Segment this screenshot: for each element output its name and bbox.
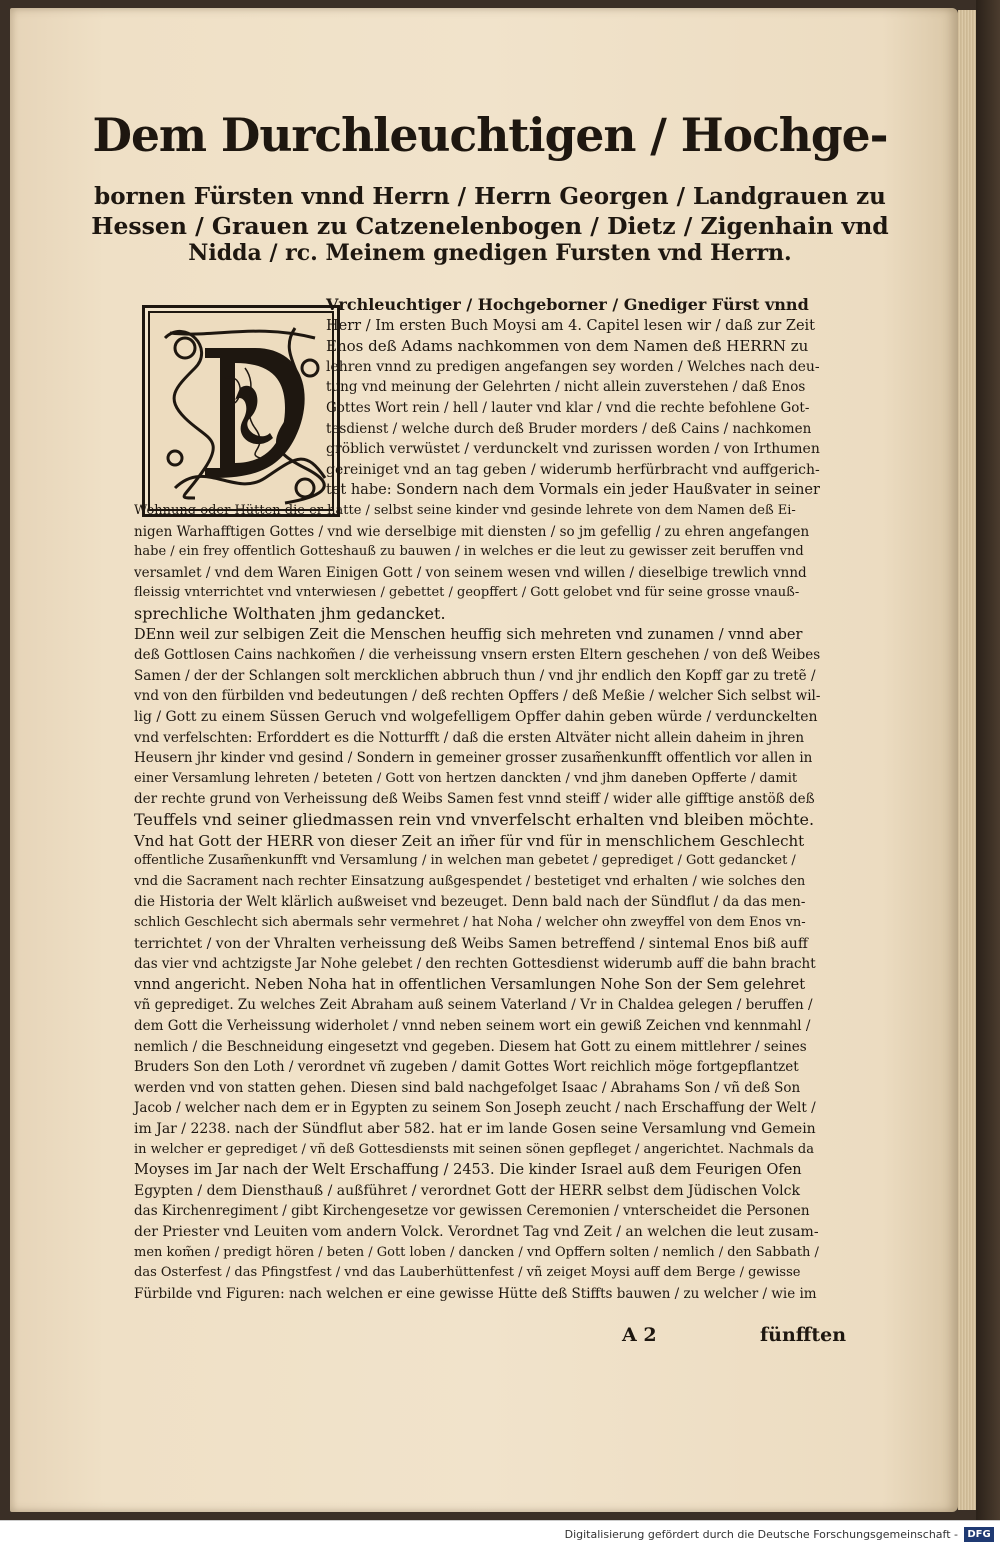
- signature-mark: A 2: [622, 1324, 657, 1346]
- body-line: Samen / der der Schlangen solt mercklichen abbruch thun / vnd jhr endlich den Kopff gar zu tretẽ /: [134, 668, 816, 684]
- body-line: nigen Warhafftigen Gottes / vnd wie derselbige mit diensten / so jm gefellig / zu ehren angefangen: [134, 524, 810, 540]
- body-line: Teuffels vnd seiner gliedmassen rein vnd vnverfelscht erhalten vnd bleiben möchte.: [134, 810, 815, 829]
- body-line: Herr / Im ersten Buch Moysi am 4. Capitel lesen wir / daß zur Zeit: [326, 318, 815, 334]
- body-line: das vier vnd achtzigste Jar Nohe gelebet / den rechten Gottesdienst widerumb auff die bahn bracht: [134, 956, 816, 972]
- body-line: Jacob / welcher nach dem er in Egypten zu seinem Son Joseph zeucht / nach Erschaffung der Welt /: [134, 1100, 816, 1116]
- body-line: Enos deß Adams nachkommen von dem Namen deß HERRN zu: [326, 337, 809, 355]
- body-line: das Osterfest / das Pfingstfest / vnd das Lauberhüttenfest / vñ zeiget Moysi auff dem Berge / gewisse: [134, 1265, 801, 1280]
- body-line: gereiniget vnd an tag geben / widerumb herfürbracht vnd auffgerich-: [326, 462, 820, 478]
- body-line: Bruders Son den Loth / verordnet vñ zugeben / damit Gottes Wort reichlich möge fortgepflantzet: [134, 1059, 799, 1075]
- body-line: nemlich / die Beschneidung eingesetzt vnd gegeben. Diesem hat Gott zu einem mittlehrer / seines: [134, 1039, 807, 1055]
- body-line: tet habe: Sondern nach dem Vormals ein jeder Haußvater in seiner: [326, 482, 820, 498]
- dedication-heading-line-4: Nidda / rc. Meinem gnedigen Fursten vnd Herrn.: [188, 240, 792, 266]
- body-line: schlich Geschlecht sich abermals sehr vermehret / hat Noha / welcher ohn zweyffel von dem Enos vn-: [134, 915, 806, 930]
- footer-credit: Digitalisierung gefördert durch die Deutsche Forschungsgemeinschaft -: [564, 1528, 958, 1541]
- catchword: fünfften: [760, 1324, 847, 1346]
- body-line: vnnd angericht. Neben Noha hat in offentlichen Versamlungen Nohe Son der Sem gelehret: [134, 977, 806, 993]
- body-line: dem Gott die Verheissung widerholet / vnnd neben seinem wort ein gewiß Zeichen vnd kennmahl /: [134, 1018, 811, 1034]
- body-line: der rechte grund von Verheissung deß Weibs Samen fest vnnd steiff / wider alle gifftige anstöß deß: [134, 791, 815, 807]
- body-line: Vnd hat Gott der HERR von dieser Zeit an im̃er für vnd für in menschlichem Geschlecht: [134, 832, 805, 850]
- body-line: gröblich verwüstet / verdunckelt vnd zurissen worden / von Irthumen: [326, 441, 820, 457]
- body-line: DEnn weil zur selbigen Zeit die Menschen heuffig sich mehreten vnd zunamen / vnnd aber: [134, 627, 803, 643]
- body-line: vnd verfelschten: Erforddert es die Notturfft / daß die ersten Altväter nicht allein daheim in jhren: [134, 730, 805, 746]
- body-line: offentliche Zusam̃enkunfft vnd Versamlung / in welchen man gebetet / geprediget / Gott gedancket /: [134, 853, 796, 868]
- body-line: deß Gottlosen Cains nachkom̃en / die verheissung vnsern ersten Eltern geschehen / von deß Weibes: [134, 647, 821, 663]
- body-line: das Kirchenregiment / gibt Kirchengesetze vor gewissen Ceremonien / vnterscheidet die Personen: [134, 1203, 810, 1219]
- body-line: habe / ein frey offentlich Gotteshauß zu bauwen / in welches er die leut zu gewisser zeit beruffen vnd: [134, 544, 804, 559]
- body-line: versamlet / vnd dem Waren Einigen Gott / von seinem wesen vnd willen / dieselbige trewlich vnnd: [134, 565, 807, 581]
- book-spine: [976, 0, 1000, 1520]
- ornamental-initial-D-icon: [142, 305, 340, 517]
- body-line: vñ geprediget. Zu welches Zeit Abraham auß seinem Vaterland / Vr in Chaldea gelegen / beruffen /: [134, 997, 813, 1013]
- body-line: in welcher er geprediget / vñ deß Gottesdiensts mit seinen sönen gepfleget / angerichtet. Nachmals da: [134, 1142, 814, 1157]
- body-line: lehren vnnd zu predigen angefangen sey worden / Welches nach deu-: [326, 359, 820, 375]
- dfg-logo-icon: DFG: [964, 1527, 994, 1542]
- digitization-footer: [0, 1520, 1000, 1549]
- dedication-heading-line-1: Dem Durchleuchtigen / Hochge-: [92, 108, 888, 162]
- body-line: lig / Gott zu einem Süssen Geruch vnd wolgefelligem Opffer dahin geben würde / verdunckelten: [134, 709, 818, 725]
- dedication-heading-line-3: Hessen / Grauen zu Catzenelenbogen / Dietz / Zigenhain vnd: [91, 212, 889, 240]
- body-line: Heusern jhr kinder vnd gesind / Sondern in gemeiner grosser zusam̃enkunfft offentlich vor allen in: [134, 750, 813, 766]
- body-line: Vrchleuchtiger / Hochgeborner / Gnediger Fürst vnnd: [326, 295, 809, 314]
- body-line: Gottes Wort rein / hell / lauter vnd klar / vnd die rechte befohlene Got-: [326, 400, 810, 416]
- body-line: Wohnung oder Hütten die er hatte / selbst seine kinder vnd gesinde lehrete von dem Namen deß Ei-: [134, 503, 796, 518]
- body-line: Fürbilde vnd Figuren: nach welchen er eine gewisse Hütte deß Stiffts bauwen / zu welcher / wie im: [134, 1286, 817, 1302]
- body-line: einer Versamlung lehreten / beteten / Gott von hertzen danckten / vnd jhm daneben Opfferte / damit: [134, 771, 798, 786]
- body-line: terrichtet / von der Vhralten verheissung deß Weibs Samen betreffend / sintemal Enos biß auff: [134, 936, 808, 952]
- body-line: men kom̃en / predigt hören / beten / Gott loben / dancken / vnd Opffern solten / nemlich / den Sabbath /: [134, 1245, 819, 1260]
- page-edges: [958, 10, 976, 1510]
- body-line: die Historia der Welt klärlich außweiset vnd bezeuget. Denn bald nach der Sündflut / da das men-: [134, 894, 806, 910]
- dedication-heading-line-2: bornen Fürsten vnnd Herrn / Herrn Georgen / Landgrauen zu: [94, 183, 886, 210]
- body-line: sprechliche Wolthaten jhm gedancket.: [134, 604, 446, 623]
- body-line: tesdienst / welche durch deß Bruder morders / deß Cains / nachkomen: [326, 421, 812, 437]
- body-line: werden vnd von statten gehen. Diesen sind bald nachgefolget Isaac / Abrahams Son / vñ deß Son: [134, 1080, 801, 1096]
- body-line: Egypten / dem Diensthauß / außführet / verordnet Gott der HERR selbst dem Jüdischen Volck: [134, 1183, 800, 1199]
- body-line: im Jar / 2238. nach der Sündflut aber 582. hat er im lande Gosen seine Versamlung vnd Gemein: [134, 1121, 816, 1137]
- body-line: Moyses im Jar nach der Welt Erschaffung / 2453. Die kinder Israel auß dem Feurigen Ofen: [134, 1162, 802, 1178]
- body-line: vnd die Sacrament nach rechter Einsatzung außgespendet / bestetiget vnd erhalten / wie solches den: [134, 874, 806, 889]
- body-line: der Priester vnd Leuiten vom andern Volck. Verordnet Tag vnd Zeit / an welchen die leut zusam-: [134, 1224, 819, 1240]
- body-line: vnd von den fürbilden vnd bedeutungen / deß rechten Opffers / deß Meßie / welcher Sich selbst wil-: [134, 688, 821, 704]
- body-line: tung vnd meinung der Gelehrten / nicht allein zuverstehen / daß Enos: [326, 379, 806, 395]
- body-line: fleissig vnterrichtet vnd vnterwiesen / gebettet / geopffert / Gott gelobet vnd für seine grosse vnauß-: [134, 585, 800, 600]
